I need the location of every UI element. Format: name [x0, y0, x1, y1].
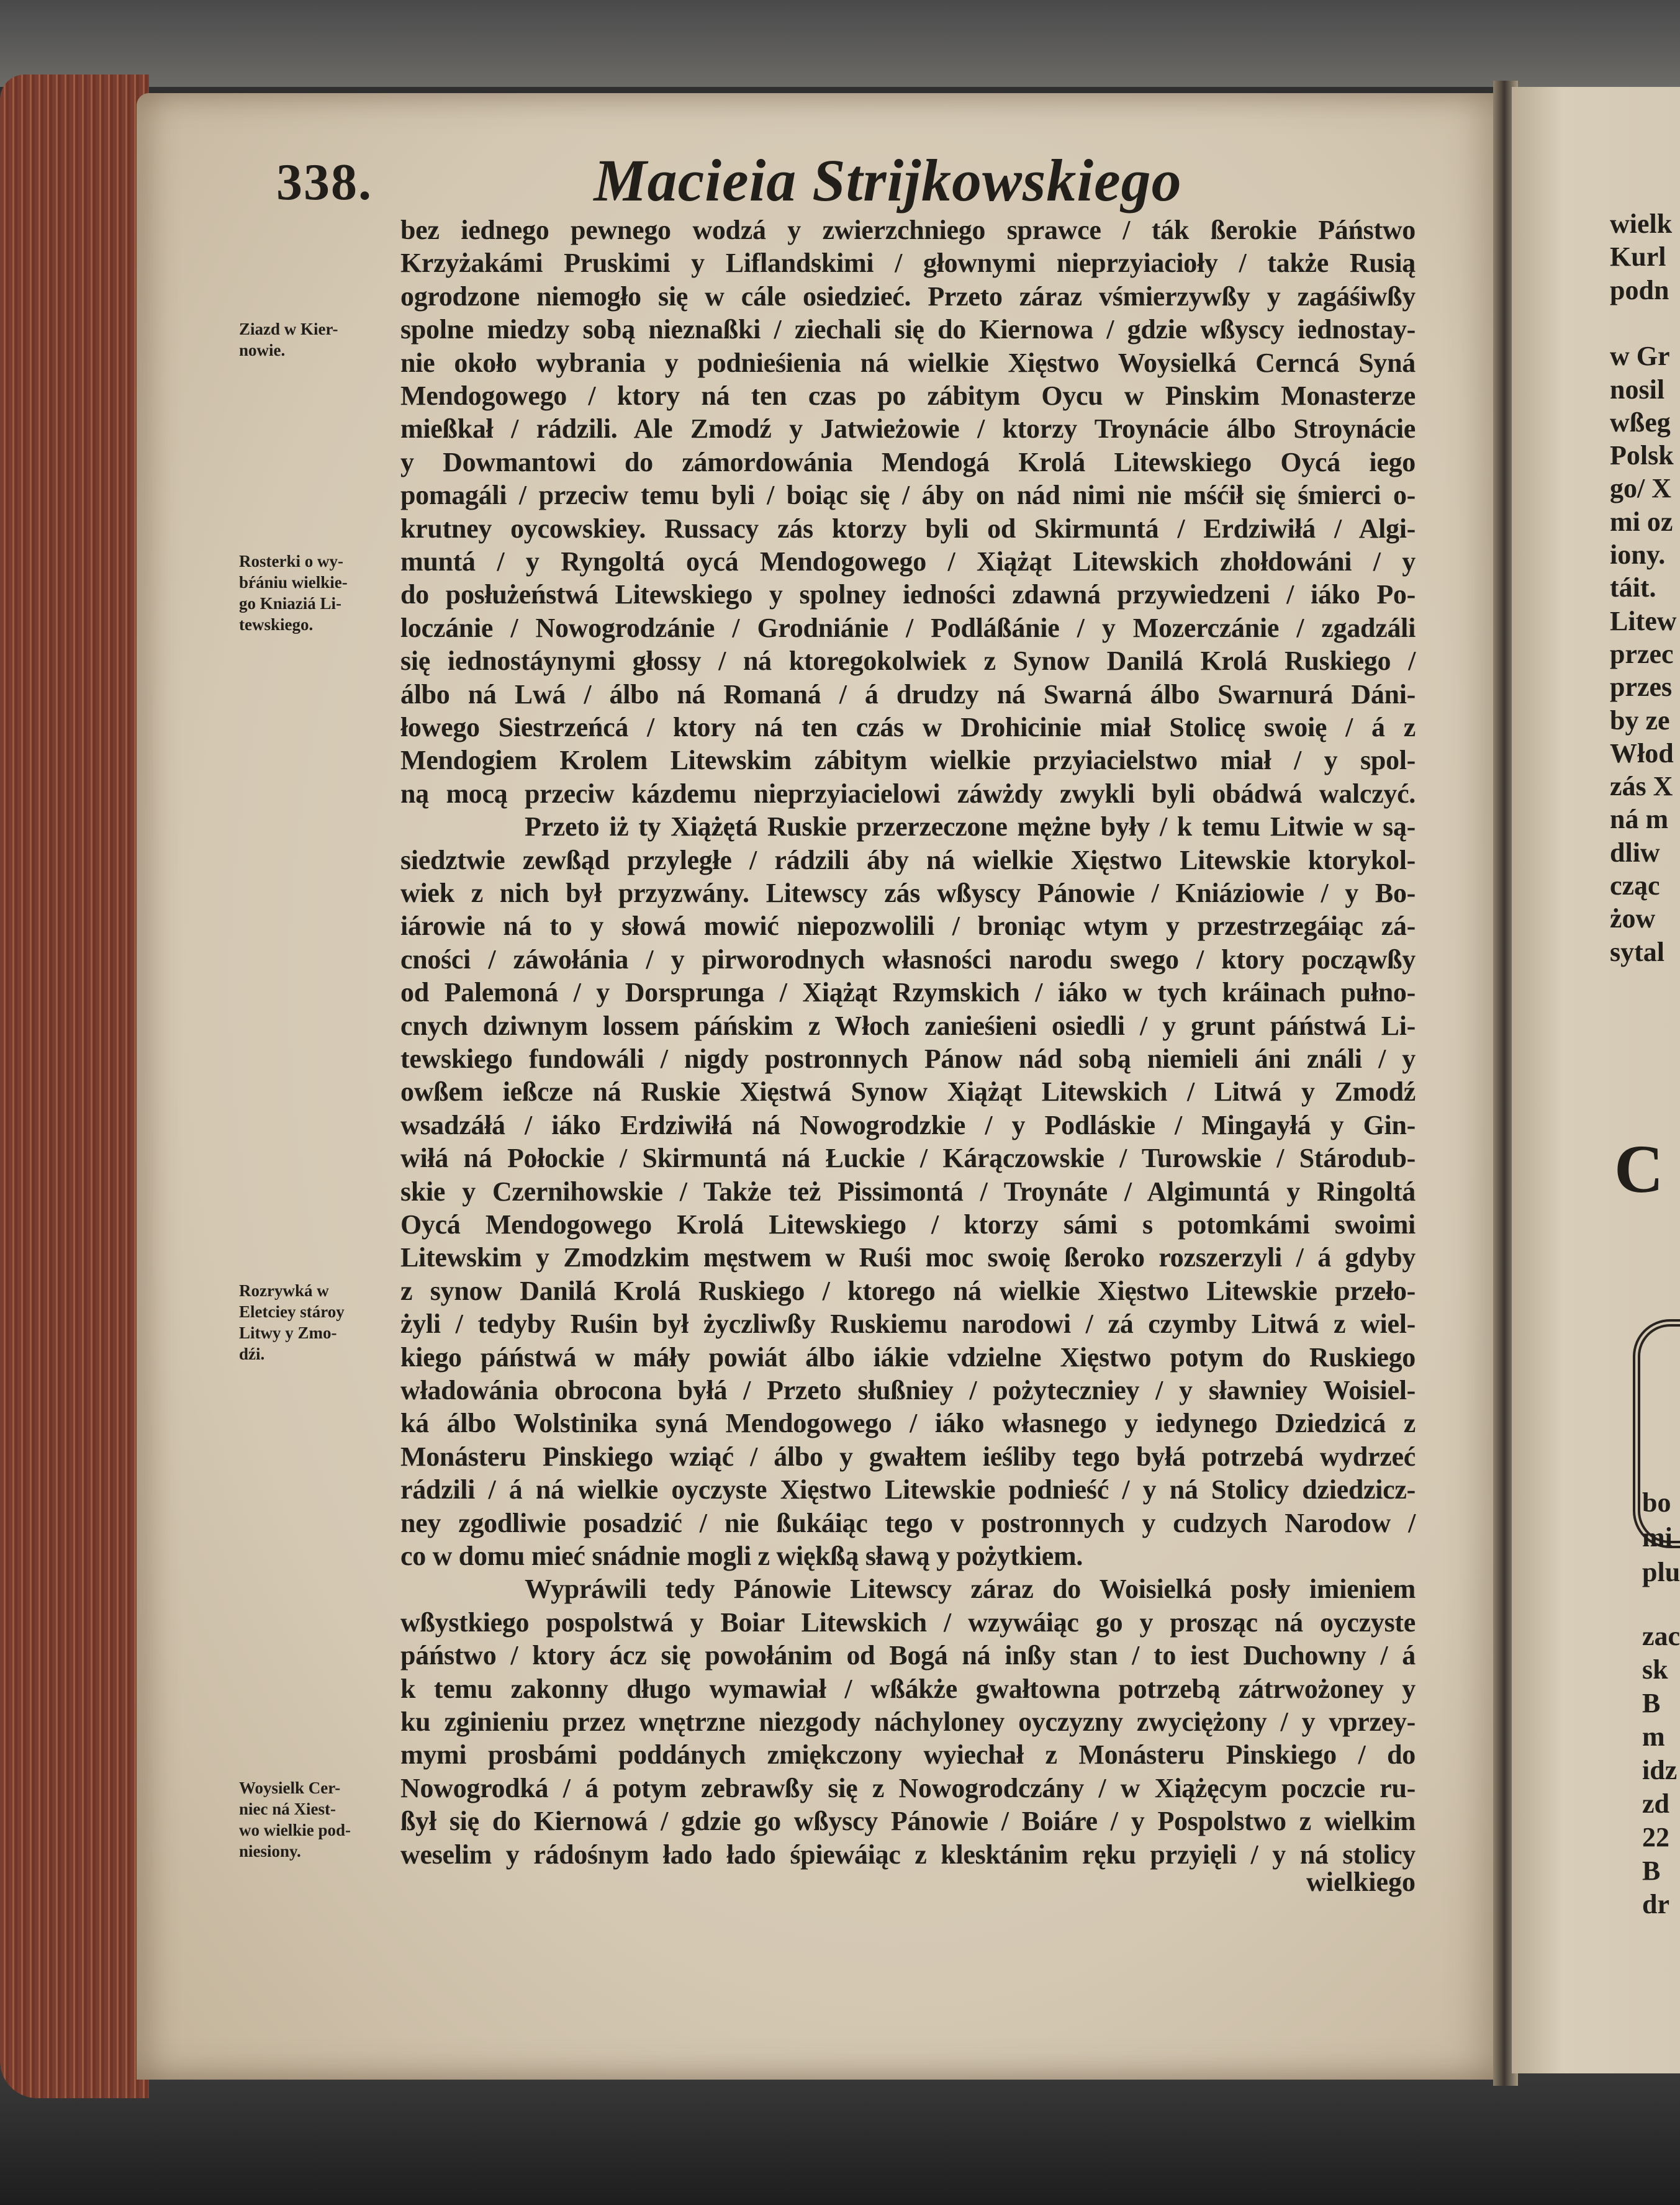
text-line: Wypráwili tedy Pánowie Litewscy záraz do Woisielká posły imieniem — [525, 1574, 1416, 1605]
right-page-fragment: 22 — [1642, 1822, 1669, 1852]
text-line: Nowogrodká / á potym zebrawßy się z Nowogrodczány / w Xiążęcym poczcie ru- — [400, 1772, 1416, 1803]
right-page-fragment: iony. — [1610, 539, 1666, 570]
ornament-letter: C — [1614, 1131, 1664, 1207]
marginal-note — [239, 318, 373, 361]
right-page-fragment: bo — [1642, 1487, 1671, 1518]
text-line: álbo ná Lwá / álbo ná Romaná / á drudzy ná Swarná álbo Swarnurá Dáni- — [400, 679, 1416, 710]
right-page-fragment: zd — [1642, 1788, 1669, 1819]
text-line: cności / záwołánia / y pirworodnych własności narodu swego / ktory począwßy — [400, 944, 1416, 975]
text-line: do posłużeństwá Litewskiego y spolney iedności zdawná przywiedzeni / iáko Po- — [400, 579, 1416, 610]
text-line: y Dowmantowi do zámordowánia Mendogá Krolá Litewskiego Oycá iego — [400, 446, 1416, 477]
marginal-note-line: nowie. — [239, 341, 286, 360]
right-page-fragment: go/ X — [1610, 473, 1671, 504]
right-page-fragment: mi — [1642, 1522, 1673, 1553]
right-page-fragment: Włod — [1610, 737, 1674, 769]
text-line: wsadzáłá / iáko Erdziwiłá ná Nowogrodzkie / y Podláskie / Mingayłá y Gin- — [400, 1109, 1416, 1140]
text-line: mymi prosbámi poddánych zmiękczony wyiechał z Monásteru Pinskiego / do — [400, 1739, 1416, 1770]
right-page-fragment: mi oz — [1610, 506, 1673, 537]
right-page-fragment: w Gr — [1610, 341, 1670, 372]
text-line: Przeto iż ty Xiążętá Ruskie przerzeczone mężne były / k temu Litwie w są- — [525, 811, 1416, 842]
right-page-fragment: zac — [1642, 1621, 1680, 1651]
right-page-fragment: wßeg — [1610, 407, 1671, 438]
text-line: rádzili / á ná wielkie oyczyste Xięstwo Litewskie podnieść / y ná Stolicy dziedzicz- — [400, 1474, 1416, 1505]
right-page-fragment: dr — [1642, 1889, 1669, 1919]
text-line: Krzyżakámi Pruskimi y Liflandskimi / głownymi nieprzyiacioły / także Rusią — [400, 248, 1416, 279]
text-line: pomagáli / przeciw temu byli / boiąc się / áby on nád nimi nie mśćił się śmierci o- — [400, 480, 1416, 511]
text-line: k temu zakonny długo wymawiał / wßákże gwałtowna potrzebą zátrwożoney y — [400, 1673, 1416, 1704]
text-line: wiłá ná Połockie / Skirmuntá ná Łuckie / Kárączowskie / Turowskie / Stárodub- — [400, 1143, 1416, 1174]
text-line: Oycá Mendogowego Krolá Litewskiego / ktorzy sámi s potomkámi swoimi — [400, 1209, 1416, 1240]
text-line: ku zginieniu przez wnętrzne niezgody náchyloney oyczyzny zwyciężony / y vprzey- — [400, 1707, 1416, 1737]
background-bottom — [0, 2067, 1680, 2205]
text-line: Monásteru Pinskiego wziąć / álbo y gwałtem ieśliby tego byłá potrzebá wydrzeć — [400, 1441, 1416, 1472]
text-line: ney zgodliwie posadzić / nie ßukáiąc tego v postronnych y cudzych Narodow / — [400, 1507, 1416, 1538]
right-page-fragment: B — [1642, 1688, 1661, 1718]
text-line: się iednostáynymi głossy / ná ktoregokolwiek z Synow Danilá Krolá Ruskiego / — [400, 646, 1416, 677]
text-line: muntá / y Ryngoltá oycá Mendogowego / Xiążąt Litewskich zhołdowáni / y — [400, 546, 1416, 577]
marginal-note — [239, 551, 373, 635]
page-number: 338. — [276, 153, 373, 211]
text-line: weselim y rádośnym łado łado śpiewáiąc z klesktánim ręku przyięli / y ná stolicy — [400, 1839, 1416, 1870]
text-line: siedztwie zewßąd przyległe / rádzili áby ná wielkie Xięstwo Litewskie ktorykol- — [400, 844, 1416, 875]
page-edges — [0, 74, 149, 2098]
right-page-fragment: táit. — [1610, 572, 1656, 603]
text-line: ßył się do Kiernowá / gdzie go wßyscy Pánowie / Boiáre / y Pospolstwo z wielkim — [400, 1806, 1416, 1837]
text-line: cnych dziwnym lossem páńskim z Włoch zanieśieni osiedli / y grunt páństwá Li- — [400, 1010, 1416, 1041]
text-line: Mendogowego / ktory ná ten czas po zábitym Oycu w Pinskim Monasterze — [400, 381, 1416, 411]
right-page-fragment: nosil — [1610, 374, 1665, 405]
marginal-note-line: dźi. — [239, 1344, 265, 1363]
text-line: páństwo / ktory ácz się powołánim od Bogá ná inßy stan / to iest Duchowny / á — [400, 1640, 1416, 1671]
right-page-fragment: cząc — [1610, 870, 1660, 901]
marginal-note-line: Eletciey stároy — [239, 1302, 345, 1321]
right-page-fragment: Polsk — [1610, 440, 1674, 471]
marginal-note-line: Rosterki o wy- — [239, 552, 343, 570]
right-page-fragment: B — [1642, 1856, 1661, 1886]
right-page — [1512, 87, 1680, 2073]
text-line: ká álbo Wolstinika syná Mendogowego / iáko własnego y iedynego Dziedzicá z — [400, 1408, 1416, 1439]
marginal-note — [239, 1280, 373, 1364]
text-line: łowego Siestrzeńcá / ktory ná ten czás w Drohicinie miał Stolicę swoię / á z — [400, 712, 1416, 742]
right-page-fragment: sk — [1642, 1654, 1668, 1685]
catchword: wielkiego — [1306, 1867, 1416, 1897]
marginal-note-line: bŕániu wielkie- — [239, 573, 348, 592]
marginal-note-line: niec ná Xiest- — [239, 1799, 336, 1818]
text-line: z synow Danilá Krolá Ruskiego / ktorego ná wielkie Xięstwo Litewskie przeło- — [400, 1275, 1416, 1306]
text-line: wiek z nich był przyzwány. Litewscy zás wßyscy Pánowie / Kniáziowie / y Bo- — [400, 878, 1416, 908]
text-line: owßem ießcze ná Ruskie Xięstwá Synow Xiążąt Litewskich / Litwá y Zmodź — [400, 1076, 1416, 1107]
background-top — [0, 0, 1680, 87]
marginal-note-line: niesiony. — [239, 1841, 301, 1860]
text-line: krutney oycowskiey. Russacy zás ktorzy byli od Skirmuntá / Erdziwiłá / Algi- — [400, 513, 1416, 544]
right-page-fragment: idz — [1642, 1755, 1678, 1785]
text-line: Mendogiem Krolem Litewskim zábitym wielkie przyiacielstwo miał / y spol- — [400, 745, 1416, 776]
text-line: co w domu mieć snádnie mogli z więkßą sławą y pożytkiem. — [400, 1541, 1083, 1571]
text-line: ogrodzone niemogło się w cále osiedzieć. Przeto záraz vśmierzywßy y zagáśiwßy — [400, 281, 1416, 312]
text-line: od Palemoná / y Dorsprunga / Xiążąt Rzymskich / iáko w tych kráinach pułno- — [400, 977, 1416, 1008]
text-line: tewskiego fundowáli / nigdy postronnych Pánow nád sobą niemieli áni ználi / y — [400, 1044, 1416, 1074]
text-line: spolne miedzy sobą nieznaßki / ziechali się do Kiernowa / gdzie wßyscy iednostay- — [400, 314, 1416, 345]
text-line: mießkał / rádzili. Ale Zmodź y Jatwieżowie / ktorzy Troynácie álbo Stroynácie — [400, 413, 1416, 444]
right-page-fragment: sytal — [1610, 936, 1664, 967]
text-line: wßystkiego pospolstwá y Boiar Litewskich / wzywáiąc go y prosząc ná oyczyste — [400, 1607, 1416, 1638]
text-line: żyli / tedyby Ruśin był życzliwßy Ruskiemu narodowi / zá czymby Litwá z wiel- — [400, 1309, 1416, 1340]
right-page-fragment: żow — [1610, 903, 1656, 934]
right-page-fragment: ná m — [1610, 804, 1669, 835]
text-line: nie około wybrania y podnieśienia ná wielkie Xięstwo Woysielká Cerncá Syná — [400, 347, 1416, 378]
right-page-fragment: podn — [1610, 274, 1669, 305]
marginal-note-line: tewskiego. — [239, 615, 314, 634]
right-page-fragment: wielk — [1610, 209, 1673, 239]
running-title: Macieia Strijkowskiego — [594, 147, 1182, 214]
text-line: władowánia obrocona byłá / Przeto słußniey / pożyteczniey / y sławniey Woisiel- — [400, 1375, 1416, 1405]
marginal-note-line: Rozrywká w — [239, 1281, 329, 1300]
text-line: Litewskim y Zmodzkim męstwem w Ruśi moc swoię ßeroko rozszerzyli / á gdyby — [400, 1242, 1416, 1273]
text-line: skie y Czernihowskie / Także też Pissimontá / Troynáte / Algimuntá y Ringoltá — [400, 1176, 1416, 1207]
text-line: loczánie / Nowogrodzánie / Grodniánie / Podláßánie / y Mozerczánie / zgadzáli — [400, 612, 1416, 643]
right-page-fragment: Litew — [1610, 605, 1677, 636]
right-page-fragment: dliw — [1610, 837, 1660, 868]
right-page-fragment: m — [1642, 1721, 1665, 1752]
right-page-fragment: by ze — [1610, 705, 1670, 736]
marginal-note-line: Litwy y Zmo- — [239, 1323, 337, 1342]
text-line: iárowie ná to y słowá mowić niepozwolili / broniąc wtym y przestrzegáiąc zá- — [400, 911, 1416, 942]
text-line: bez iednego pewnego wodzá y zwierzchniego sprawce / ták ßerokie Páństwo — [400, 215, 1416, 245]
text-line: ną mocą przeciw kázdemu nieprzyiacielowi záwżdy zwykli byli obádwá walczyć. — [400, 778, 1416, 809]
marginal-note — [239, 1777, 373, 1862]
marginal-note-line: Ziazd w Kier- — [239, 320, 338, 339]
right-page-fragment: przes — [1610, 672, 1673, 703]
marginal-note-line: wo wielkie pod- — [239, 1820, 351, 1839]
right-page-fragment: Kurl — [1610, 241, 1666, 273]
marginal-note-line: go Kniaziá Li- — [239, 594, 342, 613]
right-page-fragment: plu — [1642, 1557, 1680, 1587]
right-page-fragment: zás X — [1610, 771, 1673, 802]
marginal-note-line: Woysielk Cer- — [239, 1778, 341, 1797]
text-line: kiego páństwá w máły powiát álbo iákie vdzielne Xięstwo potym do Ruskiego — [400, 1341, 1416, 1373]
right-page-fragment: przec — [1610, 638, 1674, 669]
